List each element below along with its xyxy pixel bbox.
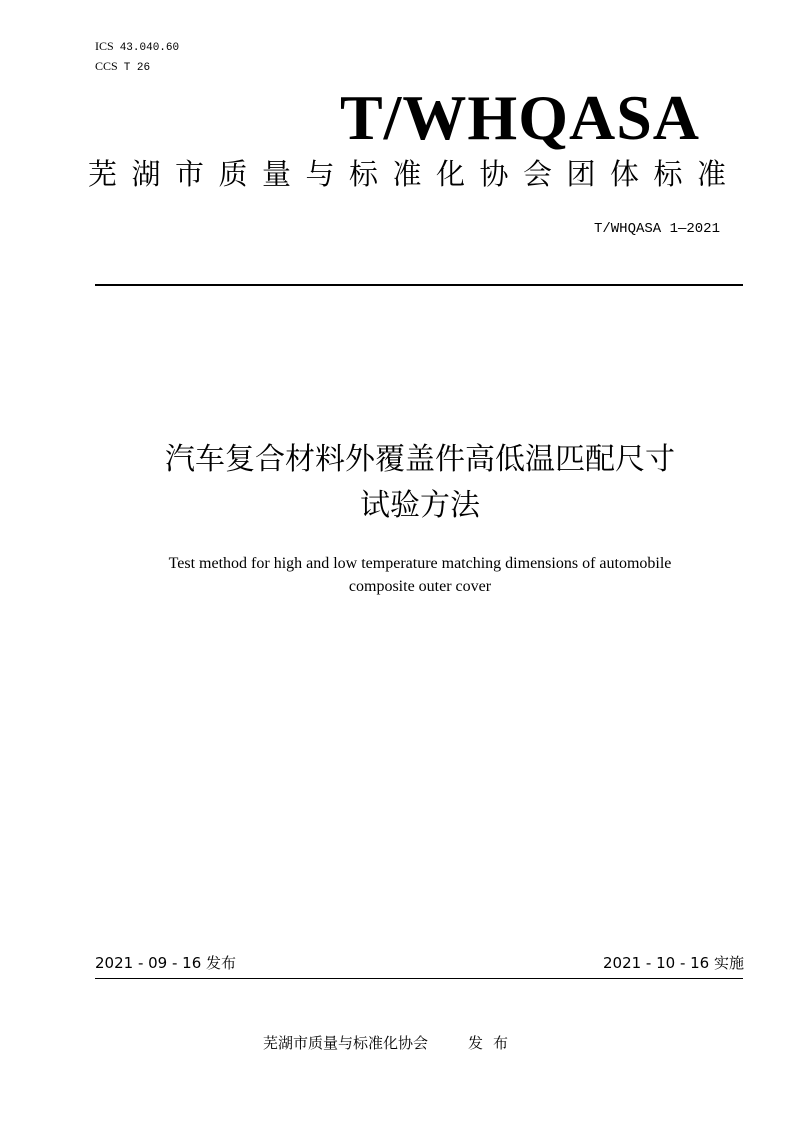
standard-type-title: 芜湖市质量与标准化协会团体标准 (88, 157, 741, 191)
header-divider (95, 284, 743, 286)
document-title-cn-line2: 试验方法 (360, 488, 480, 523)
implementation-date: 2021 - 10 - 16 实施 (602, 954, 744, 972)
document-title-en-line2: composite outer cover (348, 578, 492, 595)
ics-code: 43.040.60 (119, 42, 180, 54)
ics-classification (95, 38, 179, 56)
publish-action: 发布 (468, 1034, 519, 1052)
issue-date: 2021 - 09 - 16 发布 (95, 954, 237, 972)
publisher-name: 芜湖市质量与标准化协会 (263, 1034, 429, 1052)
organization-logo-text: T/WHQASA (339, 82, 700, 153)
document-title-cn-line1: 汽车复合材料外覆盖件高低温匹配尺寸 (165, 442, 675, 477)
document-title-en-line1: Test method for high and low temperature matching dimensions of automobile (168, 555, 672, 572)
ccs-label: CCS (95, 59, 118, 73)
standard-number: T/WHQASA 1—2021 (593, 221, 720, 237)
publisher-line (263, 1033, 518, 1053)
ics-label: ICS (95, 39, 114, 53)
ccs-classification (95, 58, 150, 76)
ccs-code: T 26 (123, 62, 151, 74)
footer-divider (95, 978, 743, 979)
